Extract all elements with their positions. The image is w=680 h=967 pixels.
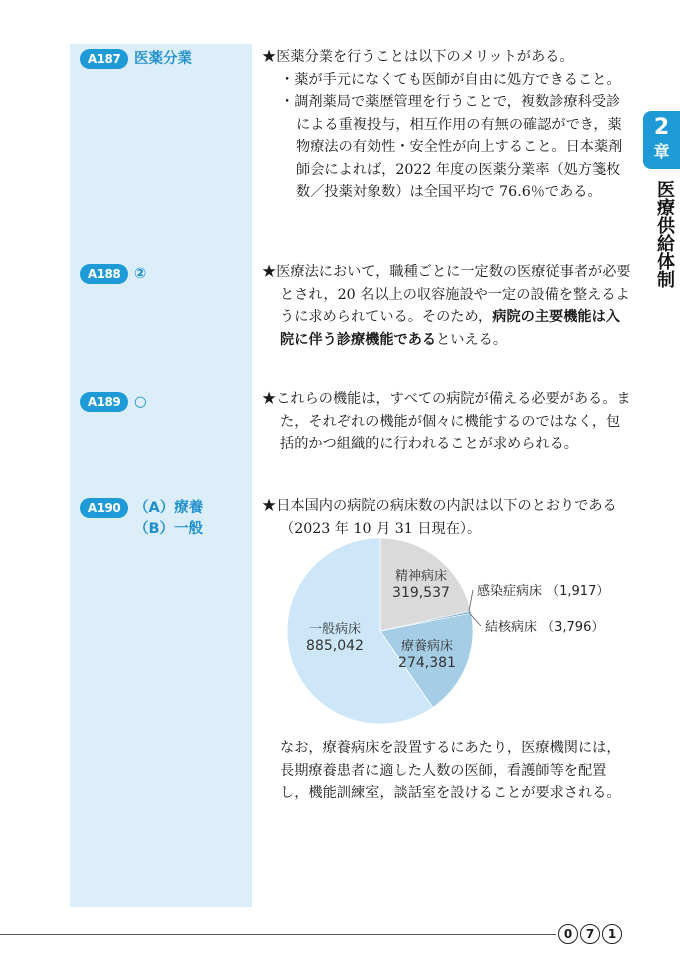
chapter-title: 医療供給体制 [654,180,675,288]
answer-badge: A189 [80,392,128,412]
pie-label: 精神病床 [394,569,448,584]
pie-value-label: 319,537 [392,585,450,601]
explanation-highlight: 病院の主要機能は入院に伴う診療機能である [280,309,620,348]
chapter-tab [643,111,680,169]
explanation-a187 [262,46,634,204]
answer-a188 [80,264,146,285]
explanation-a188 [262,261,634,351]
explanation-a189 [262,388,634,456]
explanation-text-end: といえる。 [436,331,508,348]
answer-value: （A）療養 （B）一般 [134,500,204,537]
answer-a190 [80,498,203,540]
pie-label: 療養病床 [400,639,454,654]
bed-count-pie-chart [275,535,655,735]
pie-leader-line [469,590,473,612]
chapter-unit: 章 [653,142,670,161]
answer-value: ○ [134,394,147,410]
explanation-intro: ★日本国内の病院の病床数の内訳は以下のとおりである（2023 年 10 月 31 日現在）。 [262,498,617,537]
pie-label: 感染症病床 （1,917） [477,584,610,599]
answer-badge: A188 [80,264,128,284]
explanation-intro: ★医薬分業を行うことは以下のメリットがある。 [262,49,574,65]
chapter-number: 2 [653,115,670,140]
explanation-note [280,737,634,805]
page-digit: 0 [558,924,578,944]
answer-a187 [80,49,192,70]
pie-label: 結核病床 （3,796） [485,620,605,635]
page-digit: 1 [602,924,622,944]
pie-label: 一般病床 [308,622,362,637]
pie-value-label: 274,381 [398,655,456,671]
answer-value: 医薬分業 [134,51,192,67]
answer-badge: A187 [80,49,128,69]
answer-value: ② [134,266,147,282]
answer-badge: A190 [80,498,128,518]
page-digit: 7 [580,924,600,944]
explanation-a190 [262,495,634,540]
page-number [558,924,622,944]
explanation-note-text: なお，療養病床を設置するにあたり，医療機関には，長期療養患者に適した人数の医師，看護師等を配置し，機能訓練室，談話室を設けることが要求される。 [280,740,621,801]
answer-a189 [80,392,147,413]
footer-rule [0,934,556,935]
explanation-bullet: ・調剤薬局で薬歴管理を行うことで，複数診療科受診による重複投与，相互作用の有無の確認ができ，薬物療法の有効性・安全性が向上すること。日本薬剤師会によれば，2022 年度の医薬分業率（処方箋枚数／投薬対象数）は全国平均で 76.6％である。 [280,94,623,200]
explanation-text: ★これらの機能は，すべての病院が備える必要がある。また，それぞれの機能が個々に機能するのではなく，包括的かつ組織的に行われることが求められる。 [262,391,631,452]
answer-column-background [70,44,252,907]
explanation-bullet: ・薬が手元になくても医師が自由に処方できること。 [280,71,621,88]
explanation-text: ★医療法において，職種ごとに一定数の医療従事者が必要とされ，20 名以上の収容施設や一定の設備を整えるように求められている。そのため， [262,264,631,325]
pie-value-label: 885,042 [306,638,364,654]
